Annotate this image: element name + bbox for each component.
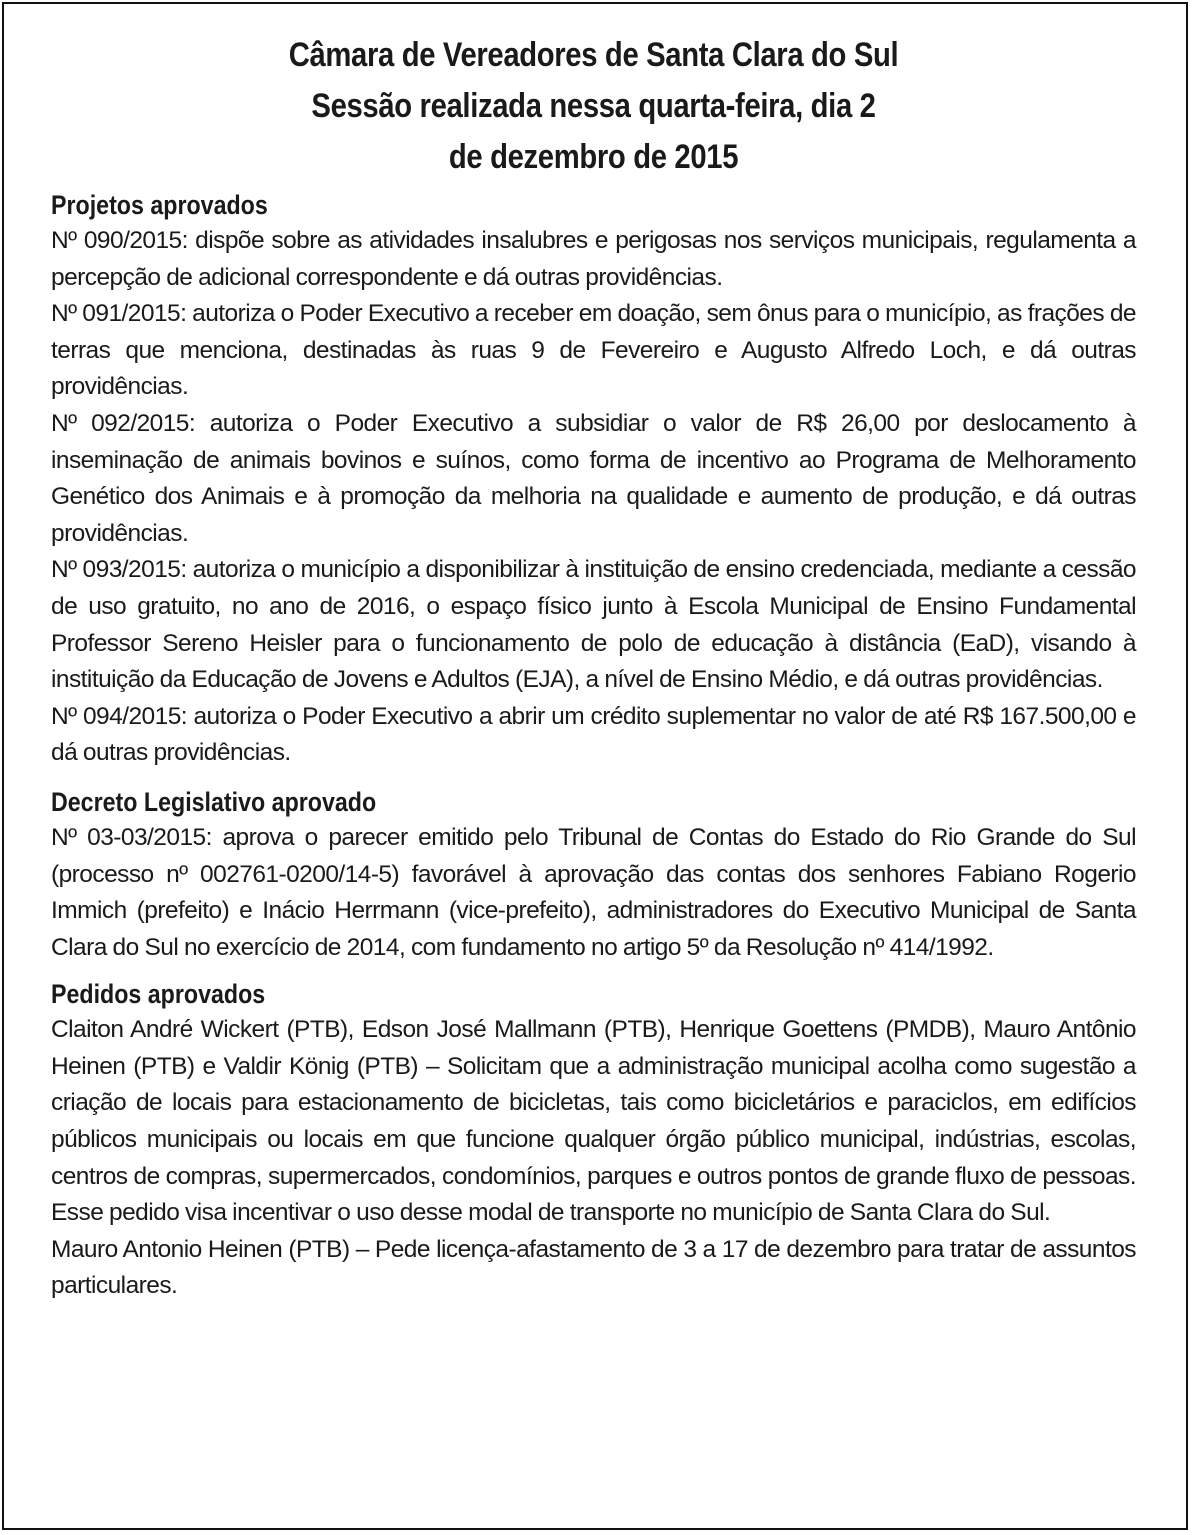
projeto-item: Nº 090/2015: dispõe sobre as atividades insalubres e perigosas nos serviços municipais, regulamenta a percepção de adicional correspondente e dá outras providências. xyxy=(51,227,1136,291)
projeto-item: Nº 091/2015: autoriza o Poder Executivo a receber em doação, sem ônus para o município, as frações de terras que menciona, destinadas às ruas 9 de Fevereiro e Augusto Alfredo Loch, e dá outras providências. xyxy=(51,300,1136,401)
pedido-item: Claiton André Wickert (PTB), Edson José Mallmann (PTB), Henrique Goettens (PMDB), Mauro Antônio Heinen (PTB) e Valdir König (PTB) – Solicitam que a administração municipal acolha como sugestão a criação de locais para estacionamento de bicicletas, tais como bicicletários e paraciclos, em edifícios públicos municipais ou locais em que funcione qualquer órgão público municipal, indústrias, escolas, centros de compras, supermercados, condomínios, parques e outros pontos de grande fluxo de pessoas. Esse pedido visa incentivar o uso desse modal de transporte no município de Santa Clara do Sul. xyxy=(51,1016,1136,1227)
decreto-item: Nº 03-03/2015: aprova o parecer emitido pelo Tribunal de Contas do Estado do Rio Grande do Sul (processo nº 002761-0200/14-5) favorável à aprovação das contas dos senhores Fabiano Rogerio Immich (prefeito) e Inácio Herrmann (vice-prefeito), administradores do Executivo Municipal de Santa Clara do Sul no exercício de 2014, com fundamento no artigo 5º da Resolução nº 414/1992. xyxy=(51,823,1136,961)
section-heading-pedidos: Pedidos aprovados xyxy=(51,979,266,1010)
section-projetos xyxy=(51,187,1136,772)
section-heading-projetos: Projetos aprovados xyxy=(51,190,268,220)
projeto-item: Nº 093/2015: autoriza o município a disponibilizar à instituição de ensino credenciada, mediante a cessão de uso gratuito, no ano de 2016, o espaço físico junto à Escola Municipal de Ensino Fundamental Professor Sereno Heisler para o funcionamento de polo de educação à distância (EaD), visando à instituição da Educação de Jovens e Adultos (EJA), a nível de Ensino Médio, e dá outras providências. xyxy=(51,556,1136,694)
title-line-session: Sessão realizada nessa quarta-feira, dia 2 xyxy=(311,87,876,125)
notice-box xyxy=(2,2,1188,1530)
section-decreto xyxy=(51,784,1136,966)
projeto-item: Nº 094/2015: autoriza o Poder Executivo a abrir um crédito suplementar no valor de até R$ 167.500,00 e dá outras providências. xyxy=(51,702,1136,767)
section-pedidos xyxy=(51,976,1136,1305)
title-line-chamber: Câmara de Vereadores de Santa Clara do Sul xyxy=(288,36,899,74)
pedido-item: Mauro Antonio Heinen (PTB) – Pede licença-afastamento de 3 a 17 de dezembro para tratar de assuntos particulares. xyxy=(51,1235,1136,1300)
page-title xyxy=(127,30,1060,183)
projeto-item: Nº 092/2015: autoriza o Poder Executivo a subsidiar o valor de R$ 26,00 por deslocamento à inseminação de animais bovinos e suínos, como forma de incentivo ao Programa de Melhoramento Genético dos Animais e à promoção da melhoria na qualidade e aumento de produção, e dá outras providências. xyxy=(51,409,1136,547)
section-heading-decreto: Decreto Legislativo aprovado xyxy=(51,786,377,817)
title-line-date: de dezembro de 2015 xyxy=(448,138,739,176)
